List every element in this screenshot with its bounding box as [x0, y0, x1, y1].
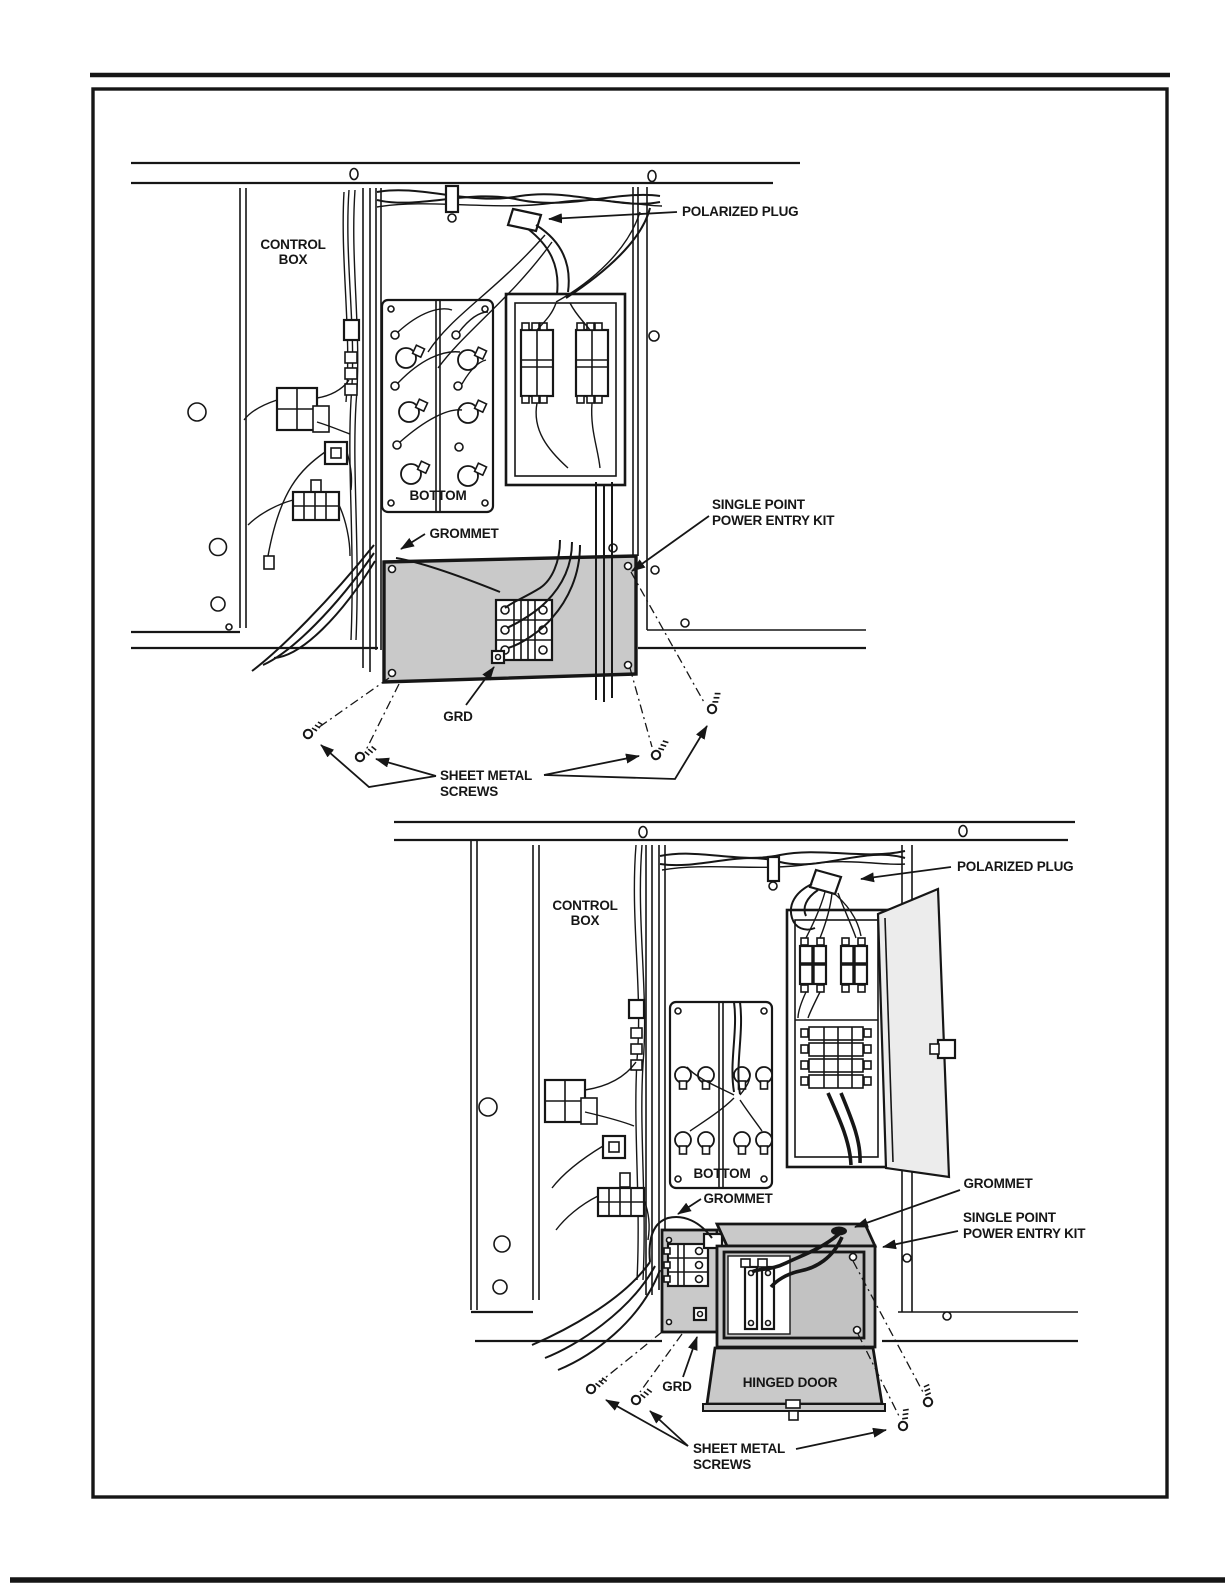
- svg-text:BOX: BOX: [278, 252, 308, 267]
- label-grommet-left-2: GROMMET: [703, 1191, 773, 1206]
- door-latch-tab: [938, 1040, 955, 1058]
- bottom-plate: [382, 300, 493, 512]
- terminal-block-2: [664, 1244, 708, 1286]
- breaker-pair-left: [521, 323, 553, 403]
- bottom-plate-2: [670, 1002, 772, 1188]
- grd-terminal: [492, 651, 504, 663]
- label-grd-2: GRD: [662, 1379, 692, 1394]
- fuse-panel: [506, 294, 625, 485]
- label-grommet: GROMMET: [429, 526, 499, 541]
- svg-text:POWER ENTRY KIT: POWER ENTRY KIT: [963, 1226, 1086, 1241]
- label-bottom: BOTTOM: [409, 488, 467, 503]
- label-grommet-right-2: GROMMET: [963, 1176, 1033, 1191]
- label-bottom-2: BOTTOM: [693, 1166, 751, 1181]
- label-polarized-plug-2: POLARIZED PLUG: [957, 859, 1074, 874]
- label-hinged-door: HINGED DOOR: [742, 1375, 838, 1390]
- label-sheet-metal-screws: SHEET METAL: [440, 768, 533, 783]
- svg-text:SCREWS: SCREWS: [440, 784, 499, 799]
- label-grd: GRD: [443, 709, 473, 724]
- grd-terminal-2: [694, 1308, 706, 1320]
- cable-clamp: [768, 857, 779, 881]
- fuse-box-open: [787, 889, 955, 1177]
- label-sheet-metal-screws-2: SHEET METAL: [693, 1441, 786, 1456]
- label-single-point: SINGLE POINT: [712, 497, 805, 512]
- breaker-left: [800, 938, 826, 992]
- svg-text:POWER ENTRY KIT: POWER ENTRY KIT: [712, 513, 835, 528]
- label-control-box: CONTROL: [260, 237, 326, 252]
- breaker-pair-right: [576, 323, 608, 403]
- breaker-right: [841, 938, 867, 992]
- label-polarized-plug: POLARIZED PLUG: [682, 204, 799, 219]
- svg-text:BOX: BOX: [570, 913, 600, 928]
- label-single-point-2: SINGLE POINT: [963, 1210, 1056, 1225]
- cable-clamp: [446, 186, 458, 212]
- label-control-box-2: CONTROL: [552, 898, 618, 913]
- svg-text:SCREWS: SCREWS: [693, 1457, 752, 1472]
